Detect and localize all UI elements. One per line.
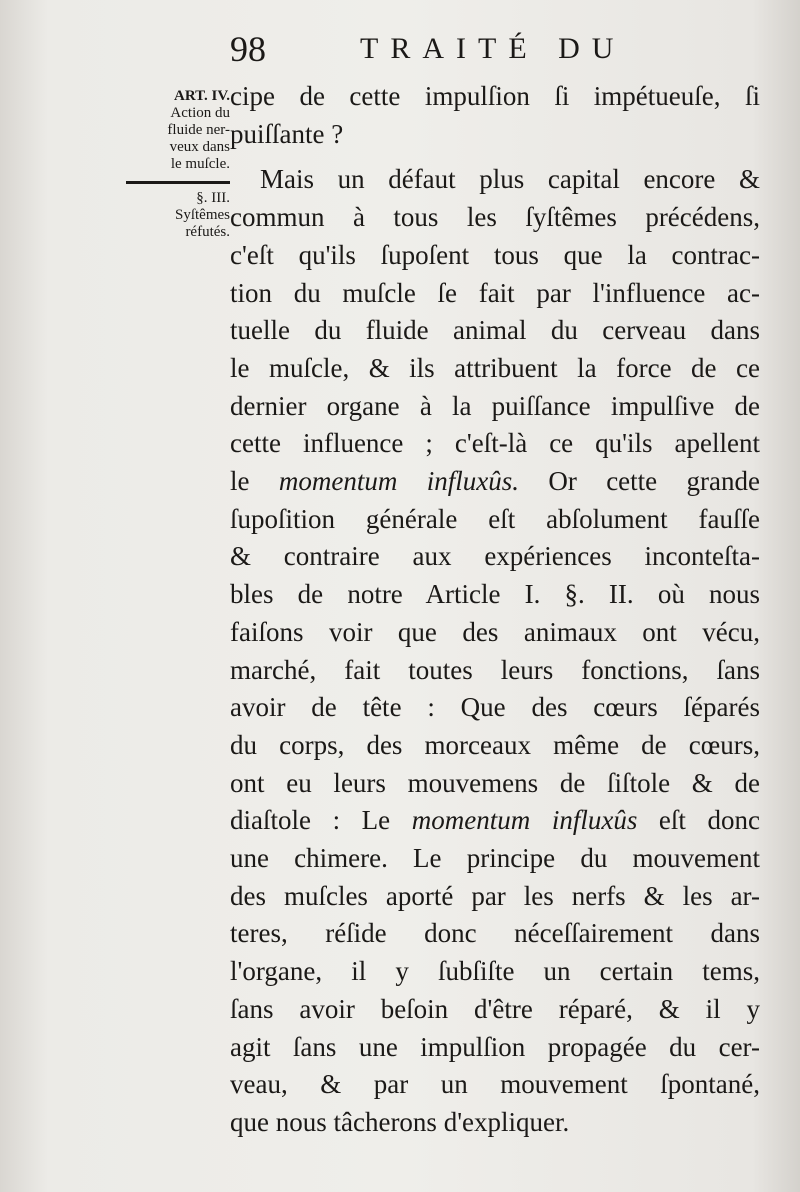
text-line: veau, & par un mouvement ſpontané,	[230, 1069, 760, 1100]
text-line: des muſcles aporté par les nerfs & les ar-	[230, 880, 760, 911]
text-line: c'eſt qu'ils ſupoſent tous que la contrac-	[230, 239, 760, 270]
text-line: tion du muſcle ſe fait par l'influence ac-	[230, 277, 760, 308]
text-line: teres, réſide donc néceſſairement dans	[230, 918, 760, 949]
page-header	[230, 28, 770, 78]
text-line: Mais un défaut plus capital encore &	[260, 164, 760, 195]
article-text-line: le muſcle.	[170, 156, 230, 172]
article-label: ART. IV.	[173, 88, 230, 104]
section-label: §. III.	[196, 190, 230, 206]
text-line: bles de notre Article I. §. II. où nous	[230, 579, 760, 610]
article-note	[112, 88, 230, 173]
section-note	[112, 190, 230, 241]
text-line: le muſcle, & ils attribuent la force de ce	[230, 352, 760, 383]
text-fragment: le	[230, 466, 279, 497]
text-line: dernier organe à la puiſſance impulſive de	[230, 390, 760, 421]
margin-divider	[126, 181, 230, 184]
text-line: marché, fait toutes leurs fonctions, ſans	[230, 654, 760, 685]
text-line: agit ſans une impulſion propagée du cer-	[230, 1031, 760, 1062]
section-text-line: réfutés.	[185, 224, 230, 240]
page-number: 98	[230, 29, 266, 69]
text-line: avoir de tête : Que des cœurs ſéparés	[230, 692, 760, 723]
text-line: du corps, des morceaux même de cœurs,	[230, 729, 760, 760]
body-text	[230, 78, 760, 1142]
text-line: ſupoſition générale eſt abſolument fauſſe	[230, 503, 760, 534]
text-line: faiſons voir que des animaux ont vécu,	[230, 616, 760, 647]
text-fragment: eſt donc	[637, 805, 760, 836]
article-text-line: veux dans	[169, 139, 230, 155]
text-line: tuelle du fluide animal du cerveau dans	[230, 315, 760, 346]
text-line: l'organe, il y ſubſiſte un certain tems,	[230, 956, 760, 987]
text-line: cette influence ; c'eſt-là ce qu'ils apellent	[230, 428, 760, 459]
text-line: une chimere. Le principe du mouvement	[230, 843, 760, 874]
text-line: ont eu leurs mouvemens de ſiſtole & de	[230, 767, 760, 798]
article-text-line: fluide ner-	[167, 122, 230, 138]
text-line: commun à tous les ſyſtêmes précédens,	[230, 202, 760, 233]
margin-notes	[112, 88, 230, 247]
text-fragment: Or cette grande	[518, 466, 760, 497]
italic-term: momentum influxûs	[411, 805, 638, 836]
article-text-line: Action du	[170, 105, 230, 121]
section-text-line: Syſtêmes	[175, 207, 230, 223]
running-title: TRAITÉ DU	[360, 32, 626, 65]
text-line	[230, 802, 760, 840]
text-line: que nous tâcherons d'expliquer.	[230, 1106, 570, 1137]
text-line	[230, 463, 760, 501]
italic-term: momentum influxûs.	[278, 466, 519, 497]
text-line: ſans avoir beſoin d'être réparé, & il y	[230, 993, 760, 1024]
text-line: & contraire aux expériences inconteſta-	[230, 541, 760, 572]
text-fragment: diaſtole : Le	[230, 805, 412, 836]
text-line: puiſſante ?	[230, 118, 344, 149]
text-line: cipe de cette impulſion ſi impétueuſe, ſi	[230, 81, 760, 111]
